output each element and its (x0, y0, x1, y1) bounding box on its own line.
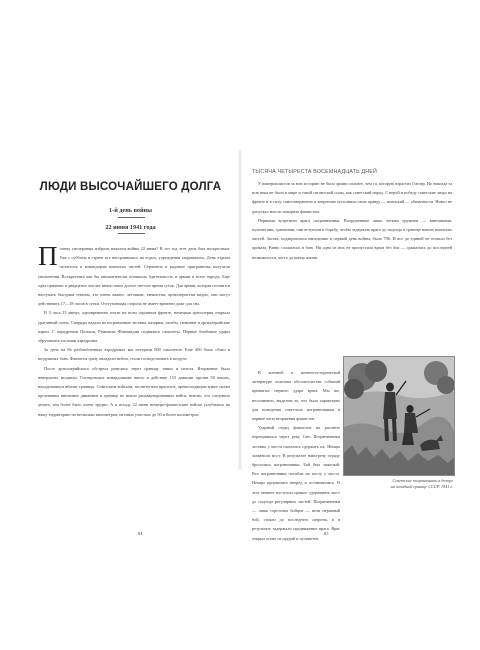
paragraph: У империалистов за всю историю не было армии сильнее, чем та, которую взрастил Гитлер. Но никогда за всю века не было в мире и такой гигантской силы, как советский народ. С верой в победу советские люди на фронте и в тылу самоотверженно и энергично исполняли свою правду — воинский — обязанности. Никто не допускал мысли покорить фашистам. (252, 181, 452, 214)
paragraph (38, 241, 230, 308)
running-head: ТЫСЯЧА ЧЕТЫРЕСТА ВОСЕМНАДЦАТЬ ДНЕЙ (252, 169, 378, 175)
caption-line: Советские пограничники в дозоре (392, 478, 453, 483)
paragraph-text: очему гитлеровцы избрали началом войны 22 июня? В тот год этот день был воскресным. Уже с субботы и стране все настраивались на отдых, учреждения закрывались. День отдыха полагался и командирам воинских частей. Сержанты и рядовые приграничья получали увольнения. Воскресенье как бы автоматически понижало бдительность и армии и всего народа. Еще одна причина: в двадцатых числах июня самое долгое светлое время суток. Для армии, которая готовится наступать быстрым темпом, это очень важно: летчикам, танкистам, артиллеристам видно, они могут действовать 17—18 часов в сутки. Отступающая сторона не имеет времени даже для сна. (38, 246, 230, 307)
divider-rule (118, 233, 145, 234)
divider-rule (118, 217, 145, 218)
paragraph: В военной и военно-исторической литературе описаны обстоятельства событий принятых первого удара врага. Мы же, несомненно, выделим то, что было характерно для поведения советских пограничников в первые часы вторжения фашистов. (252, 370, 340, 422)
page-number: 84 (138, 531, 143, 536)
subtitle-date: 22 июня 1941 года (105, 224, 156, 231)
historical-photo (343, 356, 455, 476)
photo-caption (348, 478, 453, 490)
caption-line: на западной границе СССР. 1941 г. (390, 484, 453, 489)
paragraph: Ударный отряд фашистов на рассвете переправился через реку Сан. Пограничники заставы у моста пытались сдержать их. Немцы захватили мост. В результате навстречу отряду бросились пограничники. Бой был тяжелый. Все пограничники погибли на посту у моста. Немцы прорвались вперед и остановились. В этот момент поступил приказ: удерживать мост до подхода регулярных частей. Пограничники — лишь горсточка бойцов — вели неравный бой, стояли до последнего патрона, и в результате задержали продвижение врага. Враг открыл огонь из орудий и пулеметов. (252, 425, 340, 541)
paragraph: После артиллерийского обстрела ринулись через границу танки и пехота. Вторжение было невероятно мощным. Гитлеровское командование ввело в действие 153 дивизии против 58 наших, находившихся вблизи границы. Советским войскам, застигнутым врасплох, превосходящим вдвое силам противника внезапное движение к границе не имело расквартированных войск, неясно, что следовало делать, тем более было очень трудно. А к исходу 22 июня немецко-фашистские войска углубились на нашу территорию на несколько километров, на иных участках до 50 и более километров. (38, 365, 230, 417)
page-number: 85 (324, 531, 329, 536)
subtitle-day: 1-й день войны (109, 207, 152, 214)
soldiers-patrol-illustration (344, 357, 454, 475)
right-page (240, 0, 480, 650)
paragraph: За день на 66 разбомбленных аэродромах мы потеряли 800 самолетов. Еще 400 было сбито в воздушных боях. Фашисты сразу овладели небом, стали господствовать в воздухе. (38, 347, 230, 362)
paragraph: Первыми встретили врага пограничники. Вооруженные лишь легким оружием — винтовками, пулеметами, гранатами, они вступили в борьбу, чтобы задержать врага до подхода к границе наших воинских частей. Застав, подвергшихся нападению в первый день войны, было 796. И все до единой не отошли без приказа. Равно сложились в бою. Ни одна из них не пропустила врага без боя — сражались до последней возможности, часто до конца жизни. (252, 217, 452, 260)
chapter-title: ЛЮДИ ВЫСОЧАЙШЕГО ДОЛГА (39, 181, 222, 193)
left-body-text (38, 241, 230, 419)
right-side-text (252, 368, 340, 543)
drop-cap: П (38, 241, 58, 271)
right-body-text (252, 179, 452, 262)
paragraph: В 3 часа 15 минут, одновременно почти на всем огромном фронте, немецкая артиллерия открыла ураганный огонь. Снаряды падали на пограничные заставы, казармы, штабы, танковые и артиллерийские парки. С аэродромов Польши, Румынии, Финляндии поднялись самолеты. Первые бомбовые удары обрушились на наши аэродромы. (38, 310, 230, 344)
